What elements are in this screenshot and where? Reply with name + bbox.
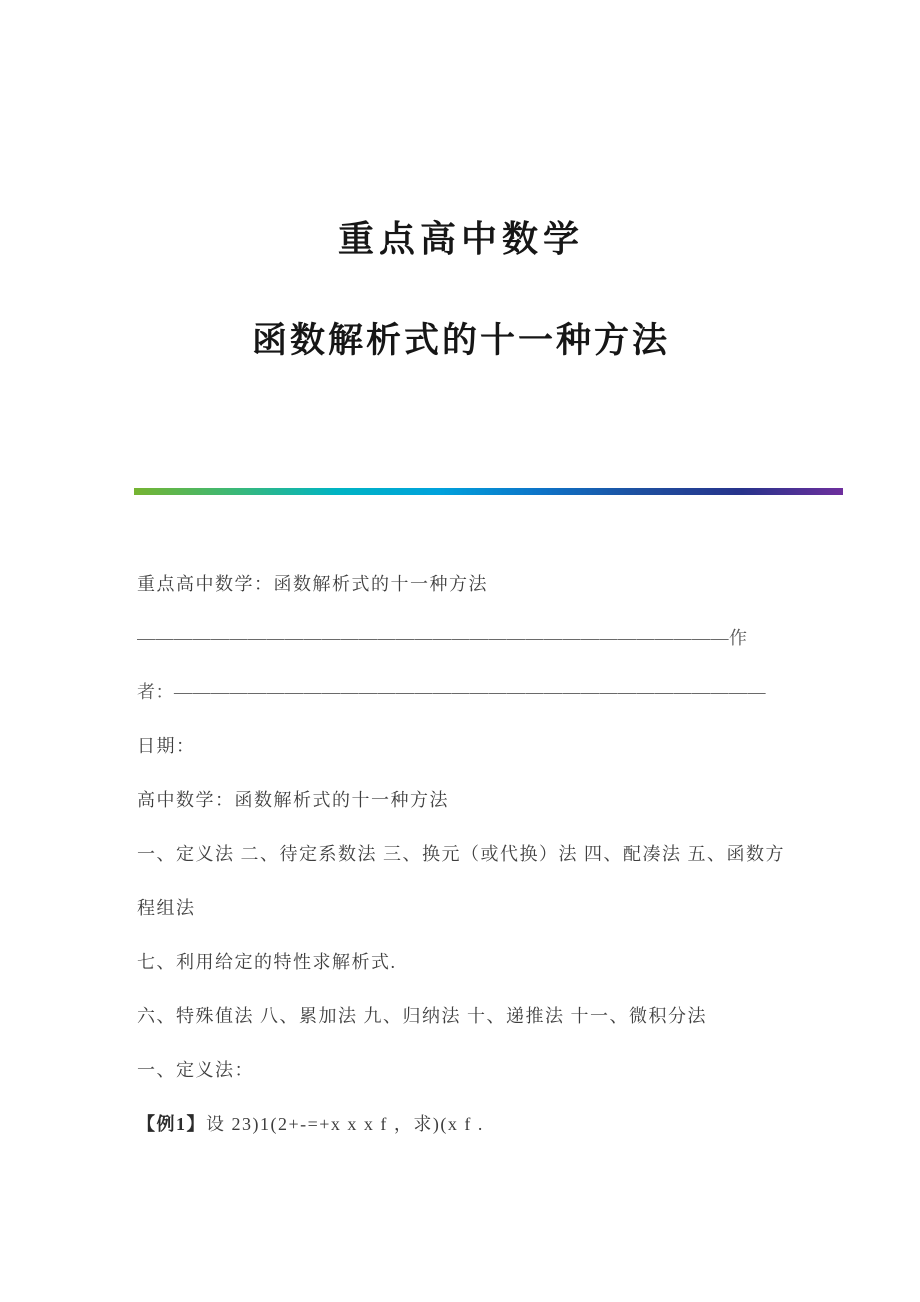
body-line-header: 重点高中数学：函数解析式的十一种方法: [137, 574, 488, 594]
body-line-subheader: 高中数学：函数解析式的十一种方法: [137, 790, 449, 810]
body-line-author-dashes: ————————————————————————————————作: [137, 628, 748, 648]
body-line-method-7: 七、利用给定的特性求解析式.: [137, 952, 397, 972]
example-label: 【例1】: [137, 1114, 206, 1134]
example-line: [137, 1112, 817, 1166]
doc-subtitle: 函数解析式的十一种方法: [251, 321, 670, 360]
gradient-divider: [134, 488, 843, 495]
body-line-author-label: 者：————————————————————————————————: [137, 682, 766, 702]
body-line-methods-2: 六、特殊值法 八、累加法 九、归纳法 十、递推法 十一、微积分法: [137, 1006, 707, 1026]
doc-title: 重点高中数学: [337, 219, 584, 259]
body-line-methods-1b: 程组法: [137, 898, 196, 918]
example-text: 设 23)1(2+-=+x x x f ，求)(x f .: [206, 1114, 484, 1134]
body-line-date: 日期：: [137, 736, 196, 756]
body-line-methods-1: 一、定义法 二、待定系数法 三、换元（或代换）法 四、配凑法 五、函数方: [137, 844, 785, 864]
body-line-section-1: 一、定义法：: [137, 1060, 254, 1080]
doc-body: [137, 572, 817, 1166]
